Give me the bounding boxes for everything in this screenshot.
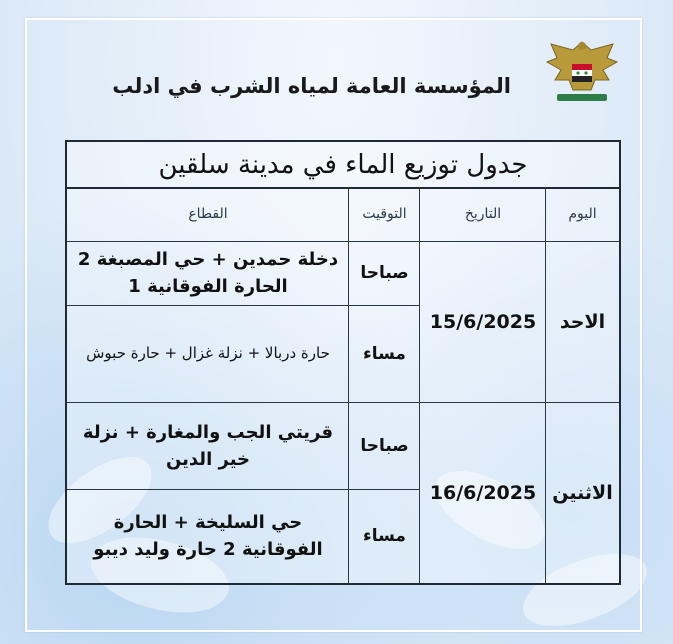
- time-cell: مساء: [363, 526, 406, 546]
- time-cell: مساء: [363, 343, 406, 364]
- day-cell: الاحد: [559, 310, 606, 333]
- sector-cell: قريتي الجب والمغارة + نزلة خير الدين: [82, 421, 334, 470]
- date-cell: 16/6/2025: [429, 481, 537, 504]
- time-cell: صباحا: [360, 435, 409, 456]
- header-day: اليوم: [568, 206, 597, 222]
- header-sector: القطاع: [188, 206, 228, 222]
- sector-cell: حارة دربالا + نزلة غزال + حارة حبوش: [86, 344, 330, 362]
- header-date: التاريخ: [464, 206, 502, 222]
- organization-title: المؤسسة العامة لمياه الشرب في ادلب: [112, 74, 511, 98]
- page-header: [0, 0, 673, 140]
- day-cell: الاثنين: [552, 481, 613, 504]
- date-cell: 15/6/2025: [429, 310, 537, 333]
- sector-cell: دخلة حمدين + حي المصبغة 2 الحارة الفوقانية 1: [77, 249, 339, 297]
- header-time: التوقيت: [362, 206, 407, 222]
- table-title: جدول توزيع الماء في مدينة سلقين: [67, 142, 619, 189]
- syrian-eagle-emblem-icon: [543, 36, 621, 110]
- sector-cell: حي السليخة + الحارة الفوقانية 2 حارة وليد ديبو: [93, 512, 323, 560]
- distribution-table: [65, 140, 621, 585]
- time-cell: صباحا: [360, 263, 409, 283]
